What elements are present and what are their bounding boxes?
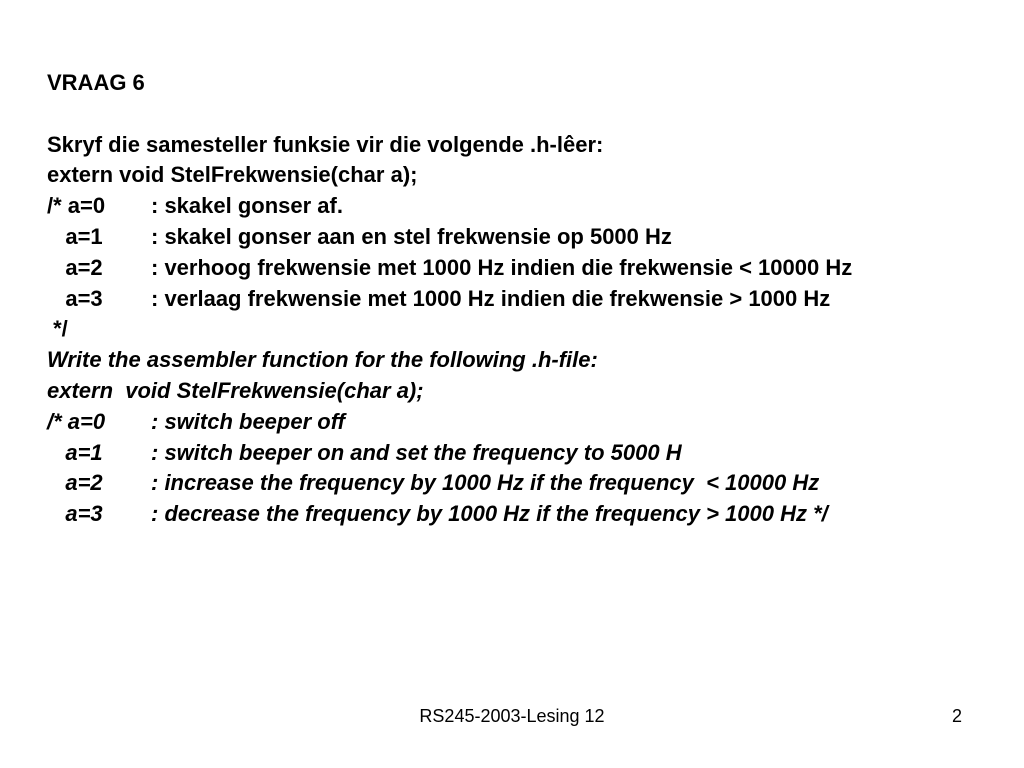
case-key: a=1 bbox=[47, 223, 103, 249]
english-case-2 bbox=[47, 468, 1007, 499]
case-desc: : decrease the frequency by 1000 Hz if the frequency > 1000 Hz */ bbox=[151, 501, 828, 527]
case-key: a=1 bbox=[47, 439, 103, 465]
slide-heading: VRAAG 6 bbox=[47, 70, 145, 95]
case-desc: : skakel gonser aan en stel frekwensie op 5000 Hz bbox=[151, 223, 672, 249]
page-number: 2 bbox=[951, 706, 962, 726]
blank-line bbox=[47, 99, 1007, 130]
case-desc: : skakel gonser af. bbox=[151, 193, 343, 219]
case-desc: : verlaag frekwensie met 1000 Hz indien die frekwensie > 1000 Hz bbox=[151, 285, 831, 311]
afrikaans-case-0 bbox=[47, 191, 1007, 222]
afrikaans-declaration: extern void StelFrekwensie(char a); bbox=[47, 162, 418, 188]
footer-title: RS245-2003-Lesing 12 bbox=[419, 706, 605, 726]
case-key: a=3 bbox=[47, 501, 103, 527]
afrikaans-intro: Skryf die samesteller funksie vir die volgende .h-lêer: bbox=[47, 131, 604, 157]
afrikaans-case-3 bbox=[47, 284, 1007, 315]
english-case-3 bbox=[47, 499, 1007, 530]
case-key: /* a=0 bbox=[47, 193, 106, 219]
case-key: a=2 bbox=[47, 470, 103, 496]
afrikaans-case-1 bbox=[47, 222, 1007, 253]
english-declaration: extern void StelFrekwensie(char a); bbox=[47, 377, 424, 403]
case-desc: : increase the frequency by 1000 Hz if the frequency < 10000 Hz bbox=[151, 470, 820, 496]
english-case-1 bbox=[47, 438, 1007, 469]
case-key: /* a=0 bbox=[47, 408, 106, 434]
afrikaans-case-2 bbox=[47, 253, 1007, 284]
afrikaans-comment-close: */ bbox=[47, 316, 68, 342]
english-case-0 bbox=[47, 407, 1007, 438]
case-desc: : switch beeper on and set the frequency to 5000 H bbox=[151, 439, 682, 465]
english-intro: Write the assembler function for the following .h-file: bbox=[47, 347, 598, 373]
case-desc: : verhoog frekwensie met 1000 Hz indien die frekwensie < 10000 Hz bbox=[151, 254, 853, 280]
slide-body bbox=[47, 68, 1007, 530]
case-desc: : switch beeper off bbox=[151, 408, 345, 434]
case-key: a=3 bbox=[47, 285, 103, 311]
case-key: a=2 bbox=[47, 254, 103, 280]
